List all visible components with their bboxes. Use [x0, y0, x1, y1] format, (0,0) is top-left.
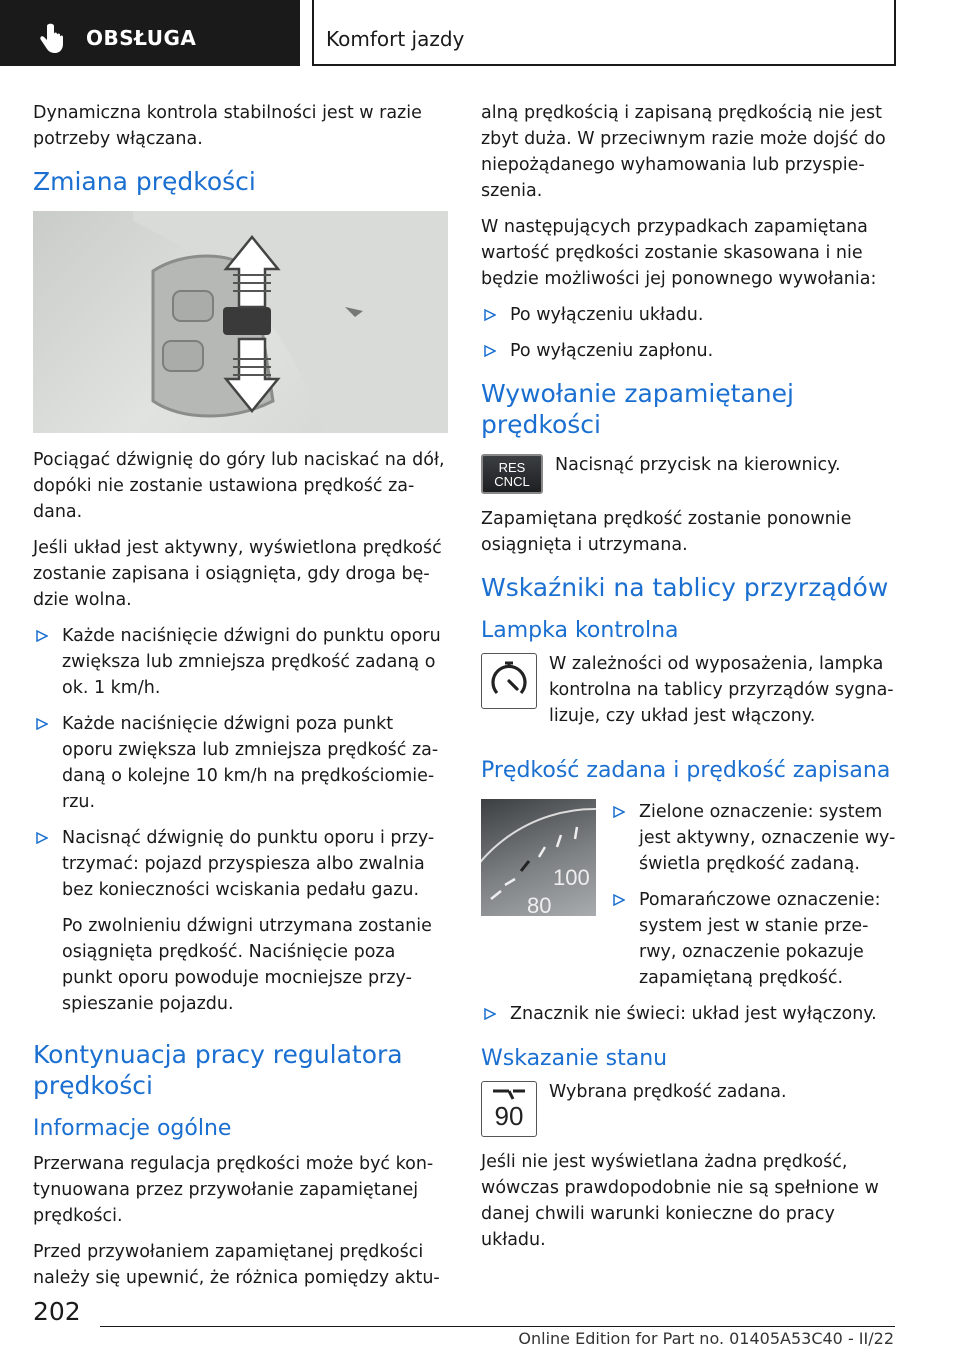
triangle-bullet-icon: [613, 806, 625, 818]
list-item: [33, 711, 448, 815]
res-label: RES: [498, 460, 526, 475]
heading-indicators: Wskaźniki na tablicy przyrządów: [481, 573, 889, 602]
list-item: [610, 799, 896, 877]
list-item-text: Każde naciśnięcie dźwigni do punktu oporu zwiększa lub zmniejsza prędkość zadaną o ok. 1 km/h.: [62, 626, 441, 698]
triangle-bullet-icon: [484, 1008, 496, 1020]
list-item-text: Pomarańczowe oznaczenie: system jest w stanie prze-rwy, oznaczenie pokazuje zapamiętaną prędkość.: [639, 890, 881, 988]
steering-wheel-lever-photo: [33, 211, 448, 433]
header-section-title: OBSŁUGA: [86, 26, 197, 50]
res-cncl-row: [481, 454, 896, 494]
list-item: [610, 887, 896, 991]
list-item-text: Każde naciśnięcie dźwigni poza punkt oporu zwiększa lub zmniejsza prędkość za-daną o kolejne 10 km/h na prędkościomie-rzu.: [62, 714, 439, 812]
speedometer-icon: [487, 659, 531, 703]
list-item-text: Po wyłączeniu układu.: [510, 305, 704, 325]
set-marker-icon: [489, 1086, 529, 1102]
status-speed-value: 90: [494, 1101, 524, 1131]
heading-speed-change: Zmiana prędkości: [33, 167, 256, 196]
speedometer-gauge-photo: [481, 799, 596, 916]
paragraph-general-1: Przerwana regulacja prędkości może być kon-tynuowana przez przywołanie zapamiętanej prędkości.: [33, 1154, 434, 1226]
list-item: [33, 825, 448, 903]
list-item-text: Po wyłączeniu zapłonu.: [510, 341, 714, 361]
paragraph-general-2: Przed przywołaniem zapamiętanej prędkości należy się upewnić, że różnica pomiędzy aktu-: [33, 1242, 440, 1288]
status-row: [481, 1081, 896, 1137]
steering-wheel-illustration: [33, 211, 448, 433]
paragraph-release: Po zwolnieniu dźwigni utrzymana zostanie osiągnięta prędkość. Naciśnięcie poza punkt oporu powoduje mocniejsze przy-spieszanie pojazdu.: [62, 916, 432, 1014]
footer-edition: Online Edition for Part no. 01405A53C40 - II/22: [518, 1329, 894, 1348]
heading-status: Wskazanie stanu: [481, 1046, 668, 1071]
list-item: [481, 1001, 896, 1027]
res-cncl-button-icon: [481, 454, 543, 494]
gauge-row: [481, 799, 896, 1001]
page-number: 202: [33, 1297, 81, 1326]
header-chapter-title: Komfort jazdy: [326, 27, 465, 51]
cncl-label: CNCL: [494, 474, 530, 489]
paragraph-selected: Wybrana prędkość zadana.: [549, 1082, 787, 1102]
triangle-bullet-icon: [36, 832, 48, 844]
cruise-lamp-icon-box: [481, 653, 537, 709]
list-item-text: Znacznik nie świeci: układ jest wyłączony.: [510, 1004, 877, 1024]
triangle-bullet-icon: [613, 894, 625, 906]
heading-continue: Kontynuacja pracy regulatora prędkości: [33, 1040, 403, 1100]
paragraph-lamp: W zależności od wyposażenia, lampka kontrolna na tablicy przyrządów sygna-lizuje, czy układ jest włączony.: [549, 654, 894, 726]
paragraph-reached: Zapamiętana prędkość zostanie ponownie osiągnięta i utrzymana.: [481, 509, 852, 555]
paragraph-cases: W następujących przypadkach zapamiętana wartość prędkości zostanie skasowana i nie będzie możliwości jej ponownego wywołania:: [481, 217, 877, 289]
list-item: [33, 623, 448, 701]
gauge-bullets: [610, 799, 896, 1001]
triangle-bullet-icon: [36, 718, 48, 730]
left-column: [33, 100, 448, 1301]
triangle-bullet-icon: [484, 345, 496, 357]
heading-recall: Wywołanie zapamiętanej prędkości: [481, 379, 794, 439]
right-column: [481, 100, 896, 1263]
paragraph-intro: Dynamiczna kontrola stabilności jest w razie potrzeby włączana.: [33, 103, 422, 149]
lamp-row: [481, 653, 896, 739]
footer-divider: [100, 1326, 895, 1327]
list-item-text: Zielone oznaczenie: system jest aktywny, oznaczenie wy-świetla prędkość zadaną.: [639, 802, 896, 874]
list-item-text: Nacisnąć dźwignię do punktu oporu i przy-trzymać: pojazd przyspiesza albo zwalnia bez konieczności wciskania pedału gazu.: [62, 828, 435, 900]
heading-lamp: Lampka kontrolna: [481, 618, 679, 643]
gauge-label-80: 80: [527, 893, 552, 916]
paragraph-no-display: Jeśli nie jest wyświetlana żadna prędkość, wówczas prawdopodobnie nie są spełnione w danej chwili warunki konieczne do pracy układu.: [481, 1152, 879, 1250]
heading-set-stored: Prędkość zadana i prędkość zapisana: [481, 758, 891, 783]
paragraph-lever: Pociągać dźwignię do góry lub naciskać na dół, dopóki nie zostanie ustawiona prędkość za-dana.: [33, 450, 445, 522]
heading-general: Informacje ogólne: [33, 1116, 232, 1141]
paragraph-press: Nacisnąć przycisk na kierownicy.: [555, 455, 841, 475]
triangle-bullet-icon: [36, 630, 48, 642]
list-item: [481, 302, 896, 328]
triangle-bullet-icon: [484, 309, 496, 321]
gauge-label-100: 100: [553, 865, 590, 890]
list-item: [481, 338, 896, 364]
hand-pointer-icon: [34, 22, 68, 56]
paragraph-continued: alną prędkością i zapisaną prędkością nie jest zbyt duża. W przeciwnym razie może dojść do niepożądanego wyhamowania lub przyspie-szenia.: [481, 103, 886, 201]
paragraph-active: Jeśli układ jest aktywny, wyświetlona prędkość zostanie zapisana i osiągnięta, gdy droga bę-dzie wolna.: [33, 538, 442, 610]
set-speed-icon-box: [481, 1081, 537, 1137]
